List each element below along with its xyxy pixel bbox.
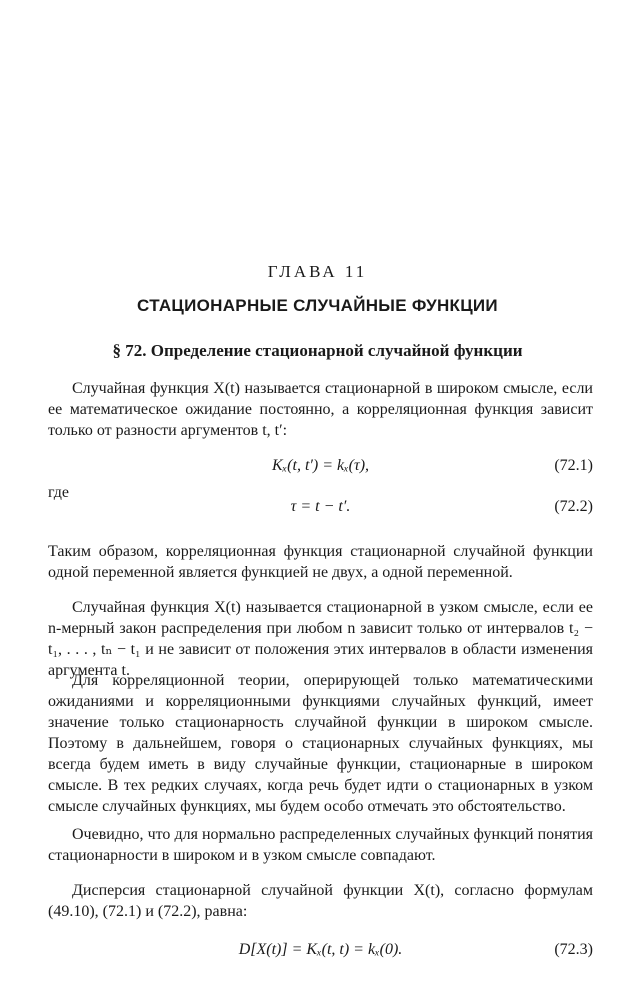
- equation-72-1: [48, 454, 593, 478]
- equation-72-2: [48, 484, 593, 519]
- equation-number: (72.3): [554, 941, 593, 958]
- equation-formula: τ = t − t′.: [290, 498, 351, 515]
- paragraph-variance: Дисперсия стационарной случайной функции X(t), согласно формулам (49.10), (72.1) и (72.2), равна:: [48, 882, 593, 920]
- where-label: где: [48, 484, 70, 501]
- equation-number: (72.2): [554, 498, 593, 515]
- paragraph-definition-wide: Случайная функция X(t) называется стационарной в широком смысле, если ее математическое ожидание постоянно, а корреляционная функция зависит только от разности аргументов t, t′:: [48, 380, 593, 439]
- equation-number: (72.1): [554, 457, 593, 474]
- paragraph-consequence: Таким образом, корреляционная функция стационарной случайной функции одной переменной является функцией не двух, а одной переменной.: [48, 543, 593, 581]
- paragraph-definition-narrow: Случайная функция X(t) называется стационарной в узком смысле, если ее n-мерный закон распределения при любом n зависит только от интервалов t₂ − t₁, . . . , tₙ − t₁ и не зависит от положения этих интервалов в области изменения аргумента t.: [48, 599, 593, 679]
- chapter-heading: ГЛАВА 11: [267, 262, 368, 281]
- paragraph-correlation-theory: Для корреляционной теории, оперирующей только математическими ожиданиями и корреляционными функциями случайных функций, имеет значение только стационарность случайной функции в широком смысле. Поэтому в дальнейшем, говоря о стационарных случайных функциях, мы всегда будем иметь в виду случайные функции, стационарные в широком смысле. В тех редких случаях, когда речь будет идти о стационарных в узком смысле случайных функциях, мы будем особо отмечать это обстоятельство.: [48, 672, 593, 815]
- equation-formula: D[X(t)] = Kₓ(t, t) = kₓ(0).: [238, 941, 403, 958]
- chapter-title: СТАЦИОНАРНЫЕ СЛУЧАЙНЫЕ ФУНКЦИИ: [137, 296, 498, 315]
- equation-formula: Kₓ(t, t′) = kₓ(τ),: [271, 457, 370, 474]
- section-heading: § 72. Определение стационарной случайной функции: [112, 341, 523, 360]
- paragraph-normal-functions: Очевидно, что для нормально распределенных случайных функций понятия стационарности в широком и в узком смысле совпадают.: [48, 826, 593, 864]
- equation-72-3: [48, 938, 593, 962]
